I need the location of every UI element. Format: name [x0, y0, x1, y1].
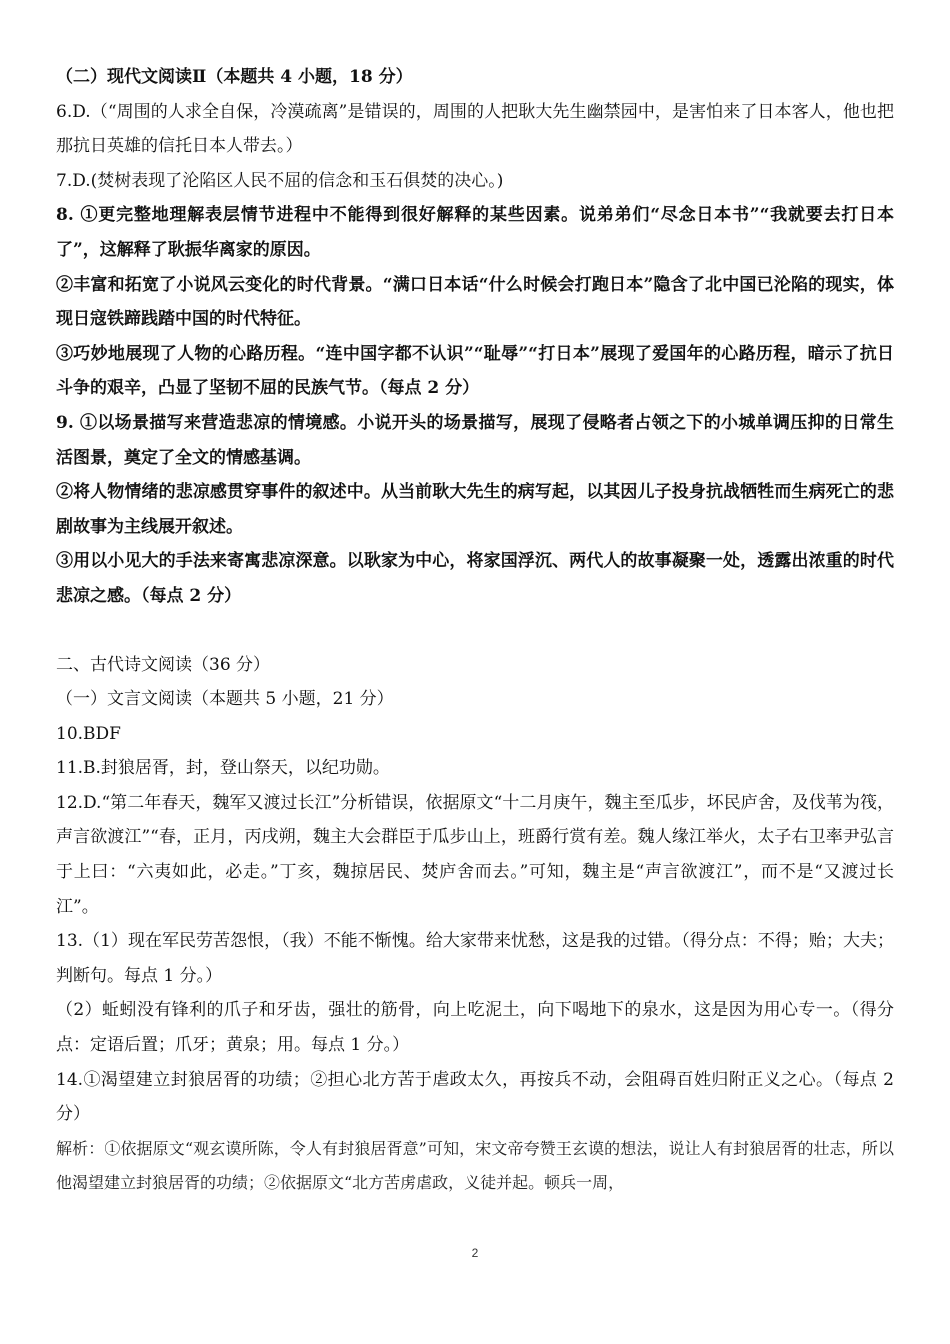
answer-q14-analysis: 解析：①依据原文“观玄谟所陈，令人有封狼居胥意”可知，宋文帝夸赞王玄谟的想法，说让人有封狼居胥的壮志，所以他渴望建立封狼居胥的功绩；②依据原文“北方苦虏虐政，义徒并起。顿兵一周， — [56, 1138, 894, 1193]
answer-q13-part-1: 13.（1）现在军民劳苦怨恨，（我）不能不惭愧。给大家带来忧愁，这是我的过错。（得分点：不得；贻；大夫；判断句。每点 1 分。） — [56, 931, 894, 986]
answer-q9-point-2: ②将人物情绪的悲凉感贯穿事件的叙述中。从当前耿大先生的病写起，以其因儿子投身抗战牺牲而生病死亡的悲剧故事为主线展开叙述。 — [56, 482, 894, 537]
answer-q9-point-3: ③用以小见大的手法来寄寓悲凉深意。以耿家为中心，将家国浮沉、两代人的故事凝聚一处，透露出浓重的时代悲凉之感。（每点 2 分） — [56, 551, 894, 606]
section-heading-modern-reading-2: （二）现代文阅读Ⅱ（本题共 4 小题，18 分） — [56, 67, 413, 87]
answer-q6: 6.D.（“周围的人求全自保，冷漠疏离”是错误的，周围的人把耿大先生幽禁园中，是害怕来了日本客人，他也把那抗日英雄的信托日本人带去。） — [56, 101, 894, 157]
answer-q14: 14.①渴望建立封狼居胥的功绩；②担心北方苦于虐政太久，再按兵不动，会阻碍百姓归附正义之心。（每点 2 分） — [56, 1069, 894, 1125]
answer-q8-point-1: 8. ①更完整地理解表层情节进程中不能得到很好解释的某些因素。说弟弟们“尽念日本书”“我就要去打日本了”，这解释了耿振华离家的原因。 — [56, 205, 894, 260]
answer-q13-part-2: （2）蚯蚓没有锋利的爪子和牙齿，强壮的筋骨，向上吃泥土，向下喝地下的泉水，这是因为用心专一。（得分点：定语后置；爪牙；黄泉；用。每点 1 分。） — [56, 1000, 894, 1056]
answer-q12: 12.D.“第二年春天，魏军又渡过长江”分析错误，依据原文“十二月庚午，魏主至瓜步，坏民庐舍，及伐苇为筏，声言欲渡江”“春，正月，丙戌朔，魏主大会群臣于瓜步山上，班爵行赏有差。魏人缘江举火，太子右卫率尹弘言于上曰：“六夷如此，必走。”丁亥，魏掠居民、焚庐舍而去。”可知，魏主是“声言欲渡江”，而不是“又渡过长江”。 — [56, 792, 894, 917]
section-spacer — [56, 614, 894, 648]
answer-q11: 11.B.封狼居胥，封，登山祭天，以纪功勋。 — [56, 758, 390, 779]
answer-page — [56, 60, 894, 1201]
answer-q9-point-1: 9. ①以场景描写来营造悲凉的情境感。小说开头的场景描写，展现了侵略者占领之下的小城单调压抑的日常生活图景，奠定了全文的情感基调。 — [56, 412, 894, 468]
answer-q7: 7.D.(焚树表现了沦陷区人民不屈的信念和玉石俱焚的决心。) — [56, 170, 504, 191]
sub-heading-classical-chinese: （一）文言文阅读（本题共 5 小题，21 分） — [56, 689, 394, 710]
answer-q8-point-3: ③巧妙地展现了人物的心路历程。“连中国字都不认识”“耻辱”“打日本”展现了爱国年的心路历程，暗示了抗日斗争的艰辛，凸显了坚韧不屈的民族气节。（每点 2 分） — [56, 343, 894, 399]
page-number: 2 — [471, 1246, 479, 1260]
answer-q8-point-2: ②丰富和拓宽了小说风云变化的时代背景。“满口日本话“什么时候会打跑日本”隐含了北中国已沦陷的现实，体现日寇铁蹄践踏中国的时代特征。 — [56, 274, 894, 330]
section-heading-ancient: 二、古代诗文阅读（36 分） — [56, 654, 271, 675]
answer-q10: 10.BDF — [56, 723, 121, 744]
